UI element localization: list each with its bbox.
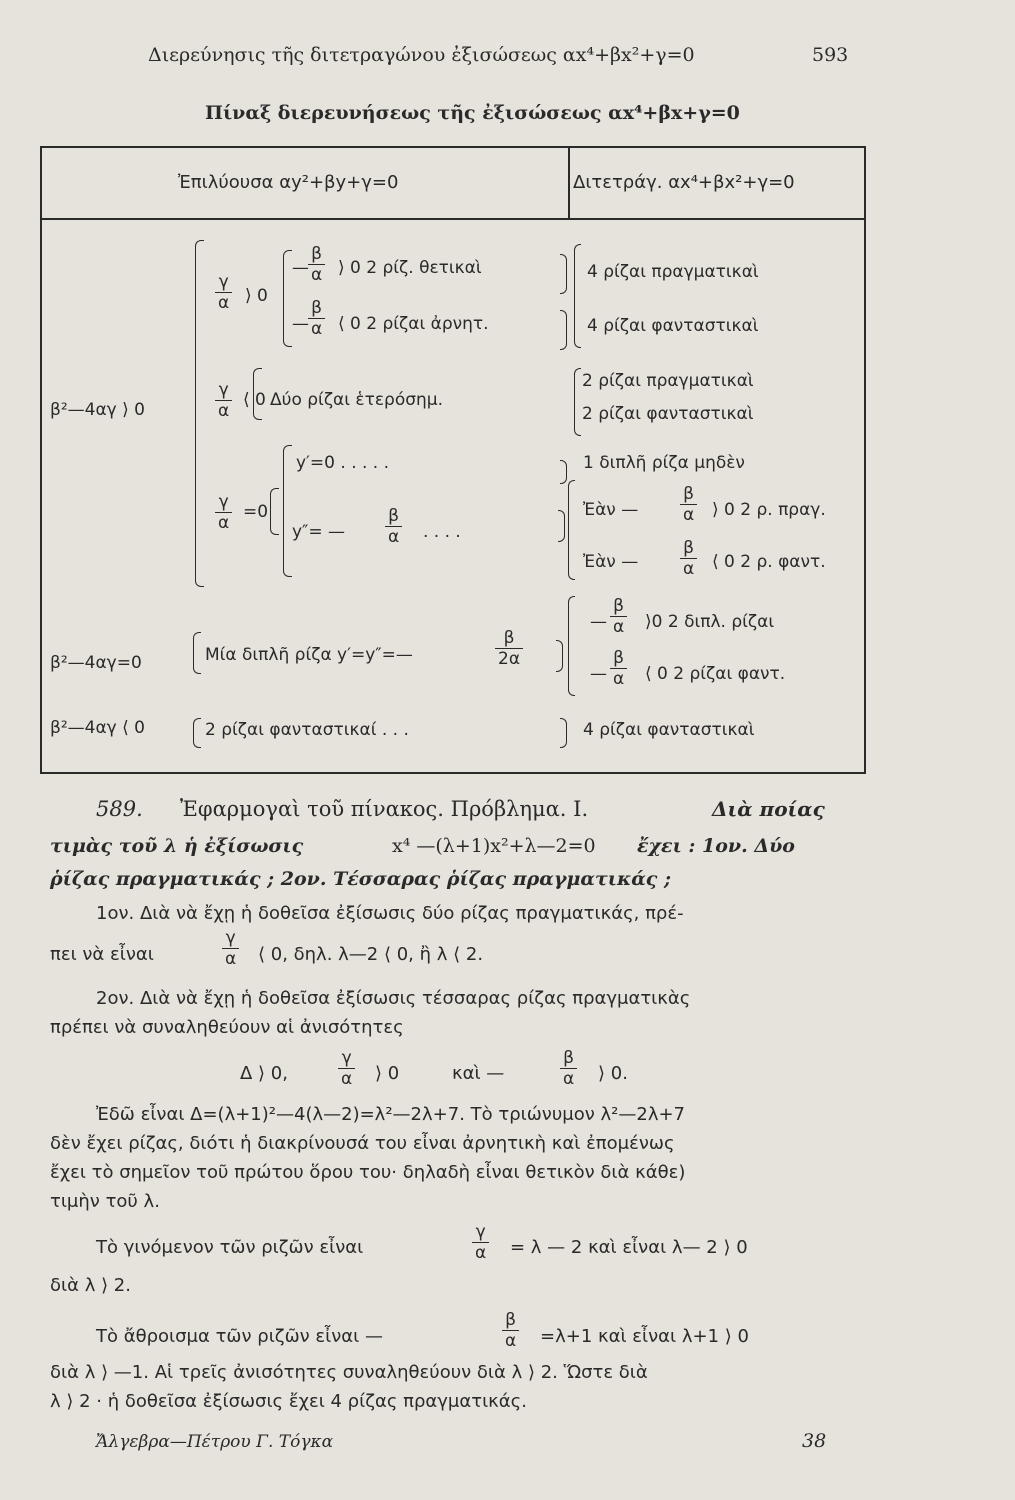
res7-post: ⟩0 2 διπλ. ρίζαι (645, 612, 775, 632)
problem-line3: ῥίζας πραγματικάς ; 2ον. Τέσσαρας ῥίζας πραγματικάς ; (50, 868, 672, 890)
case2-lt0: ⟨ 0 (243, 390, 266, 410)
para-9-pre: Τὸ ἄθροισμα τῶν ριζῶν εἶναι — (96, 1326, 383, 1347)
case3-row2-post: . . . . (423, 522, 461, 542)
neg-disc-text: 2 ρίζαι φανταστικαί . . . (205, 720, 409, 740)
para-9-post: =λ+1 καὶ εἶναι λ+1 ⟩ 0 (540, 1326, 749, 1347)
frac-g-over-a: $\frac{\gamma}{\alpha}$ (215, 492, 232, 533)
disc-positive: β²—4αγ ⟩ 0 (50, 400, 146, 420)
section-title: Ἐφαρμογαὶ τοῦ πίνακος. Πρόβλημα. I. (180, 797, 589, 821)
problem-line2-b: ἔχει : 1ον. Δύο (637, 835, 795, 857)
frac-b-over-a: $\frac{\beta}{\alpha}$ (610, 648, 627, 689)
frac-b-over-a: $\frac{\beta}{\alpha}$ (502, 1310, 519, 1351)
footer-signature: 38 (802, 1430, 827, 1452)
problem-line2-a: τιμὰς τοῦ λ ἡ ἐξίσωσις (50, 835, 304, 857)
problem-equation: x⁴ —(λ+1)x²+λ—2=0 (392, 835, 596, 857)
footer-book: Ἄλγεβρα—Πέτρου Γ. Τόγκα (96, 1432, 334, 1452)
para-7-post: = λ — 2 καὶ εἶναι λ— 2 ⟩ 0 (510, 1237, 748, 1258)
result-4-real: 4 ρίζαι πραγματικαὶ (587, 262, 759, 282)
zero-disc-text: Μία διπλῆ ρίζα y′=y″=— (205, 645, 413, 665)
para-1b-post: ⟨ 0, δηλ. λ—2 ⟨ 0, ἢ λ ⟨ 2. (258, 944, 484, 965)
result-2-real: 2 ρίζαι πραγματικαὶ (582, 371, 754, 391)
para-1: 1ον. Διὰ νὰ ἔχῃ ἡ δοθεῖσα ἐξίσωσις δύο ρίζας πραγματικάς, πρέ- (96, 903, 684, 924)
para-5: ἔχει τὸ σημεῖον τοῦ πρώτου ὅρου του· δηλαδὴ εἶναι θετικὸν διὰ κάθε) (50, 1162, 686, 1183)
case3-row2-pre: y″= — (292, 522, 346, 542)
case1-row2: ⟨ 0 2 ρίζαι ἀρνητ. (338, 314, 489, 334)
col2-header: Διτετράγ. αx⁴+βx²+γ=0 (573, 172, 795, 193)
frac-b-over-2a: $\frac{\beta}{2\alpha}$ (495, 628, 523, 669)
result-4-imag: 4 ρίζαι φανταστικαὶ (587, 316, 759, 336)
para-8: διὰ λ ⟩ 2. (50, 1275, 131, 1296)
case1-row1: ⟩ 0 2 ρίζ. θετικαὶ (338, 258, 482, 278)
disc-negative: β²—4αγ ⟨ 0 (50, 718, 146, 738)
case3-row1: y′=0 . . . . . (296, 453, 390, 473)
res8-post: ⟨ 0 2 ρίζαι φαντ. (645, 664, 786, 684)
res5-post: ⟩ 0 2 ρ. πραγ. (712, 500, 826, 520)
frac-b-over-a: $\frac{\beta}{\alpha}$ (680, 484, 697, 525)
frac-b-over-a: $\frac{\beta}{\alpha}$ (385, 506, 402, 547)
case2-row: Δύο ρίζαι ἑτερόσημ. (270, 390, 443, 410)
ineq-b: ⟩ 0 (375, 1063, 400, 1084)
result-2-imag: 2 ρίζαι φανταστικαὶ (582, 404, 754, 424)
para-2: 2ον. Διὰ νὰ ἔχῃ ἡ δοθεῖσα ἐξίσωσις τέσσαρας ρίζας πραγματικὰς (96, 988, 691, 1009)
para-3: Ἐδῶ εἶναι Δ=(λ+1)²—4(λ—2)=λ²—2λ+7. Τὸ τριώνυμον λ²—2λ+7 (96, 1104, 686, 1125)
case3-eq0: =0 (243, 502, 269, 522)
para-6: τιμὴν τοῦ λ. (50, 1191, 160, 1212)
frac-g-over-a: $\frac{\gamma}{\alpha}$ (215, 272, 232, 313)
frac-b-over-a: $\frac{\beta}{\alpha}$ (560, 1048, 577, 1089)
frac-b-over-a: $\frac{\beta}{\alpha}$ (308, 244, 325, 285)
frac-b-over-a: $\frac{\beta}{\alpha}$ (308, 298, 325, 339)
problem-line1: Διὰ ποίας (712, 797, 825, 821)
para-7-pre: Τὸ γινόμενον τῶν ριζῶν εἶναι (96, 1237, 364, 1258)
frac-g-over-a: $\frac{\gamma}{\alpha}$ (472, 1222, 489, 1263)
res6-post: ⟨ 0 2 ρ. φαντ. (712, 552, 826, 572)
ineq-c: καὶ — (452, 1063, 505, 1084)
para-10: διὰ λ ⟩ —1. Αἱ τρεῖς ἀνισότητες συναληθεύουν διὰ λ ⟩ 2. Ὥστε διὰ (50, 1362, 648, 1383)
case1-gt0: ⟩ 0 (245, 286, 268, 306)
ineq-d: ⟩ 0. (598, 1063, 628, 1084)
col1-header: Ἐπιλύουσα αy²+βy+γ=0 (178, 172, 399, 193)
res6-pre: Ἐὰν — (583, 552, 639, 572)
para-2b: πρέπει νὰ συναληθεύουν αἱ ἀνισότητες (50, 1017, 404, 1038)
page-number: 593 (812, 44, 849, 66)
section-number: 589. (96, 797, 143, 821)
frac-b-over-a: $\frac{\beta}{\alpha}$ (610, 596, 627, 637)
frac-b-over-a: $\frac{\beta}{\alpha}$ (680, 538, 697, 579)
frac-g-over-a: $\frac{\gamma}{\alpha}$ (215, 380, 232, 421)
frac-g-over-a: $\frac{\gamma}{\alpha}$ (338, 1048, 355, 1089)
ineq-a: Δ ⟩ 0, (240, 1063, 288, 1084)
result-double-zero: 1 διπλῆ ρίζα μηδὲν (583, 453, 745, 473)
frac-g-over-a: $\frac{\gamma}{\alpha}$ (222, 928, 239, 969)
result-4-imag-neg: 4 ρίζαι φανταστικαὶ (583, 720, 755, 740)
book-page: Διερεύνησις τῆς διτετραγώνου ἐξισώσεως αx⁴+βx²+γ=0 593 Πίναξ διερευνήσεως τῆς ἐξισώσεως αx⁴+βx+γ=0 Ἐπιλύουσα αy²+βy+γ=0 Διτετράγ. αx⁴+βx²+γ=0 β²—4αγ ⟩ 0 β²—4αγ=0 β²—4αγ ⟨ 0 $\frac{\gamma}{\alpha}$ ⟩ 0 — $\frac{\beta}{\alpha}$ ⟩ 0 2 ρίζ. θετικαὶ — $\frac{\beta}{\alpha}$ ⟨ 0 2 ρίζαι ἀρνητ. 4 ρίζαι πραγματικαὶ 4 ρίζαι φανταστικαὶ $\frac{\gamma}{\alpha}$ ⟨ 0 Δύο ρίζαι ἑτερόσημ. 2 ρίζαι πραγματικαὶ 2 ρίζαι φανταστικαὶ y′=0 . . . . . 1 διπλῆ ρίζα μηδὲν $\frac{\gamma}{\alpha}$ =0 y″= — $\frac{\beta}{\alpha}$ . . . . Ἐὰν — $\frac{\beta}{\alpha}$ ⟩ 0 2 ρ. πραγ. Ἐὰν — $\frac{\beta}{\alpha}$ ⟨ 0 2 ρ. φαντ. Μία διπλῆ ρίζα y′=y″=— $\frac{\beta}{2\alpha}$ — $\frac{\beta}{\alpha}$ ⟩0 2 διπλ. ρίζαι — $\frac{\beta}{\alpha}$ ⟨ 0 2 ρίζαι φαντ. 2 ρίζαι φανταστικαί . . . 4 ρίζαι φανταστικαὶ 589. Ἐφαρμογαὶ τοῦ πίνακος. Πρόβλημα. I. Διὰ ποίας τιμὰς τοῦ λ ἡ ἐξίσωσις x⁴ —(λ+1)x²+λ—2=0 ἔχει : 1ον. Δύο ῥίζας πραγματικάς ; 2ον. Τέσσαρας ῥίζας πραγματικάς ; 1ον. Διὰ νὰ ἔχῃ ἡ δοθεῖσα ἐξίσωσις δύο ρίζας πραγματικάς, πρέ- πει νὰ εἶναι $\frac{\gamma}{\alpha}$ ⟨ 0, δηλ. λ—2 ⟨ 0, ἢ λ ⟨ 2. 2ον. Διὰ νὰ ἔχῃ ἡ δοθεῖσα ἐξίσωσις τέσσαρας ρίζας πραγματικὰς πρέπει νὰ συναληθεύουν αἱ ἀνισότητες Δ ⟩ 0, $\frac{\gamma}{\alpha}$ ⟩ 0 καὶ — $\frac{\beta}{\alpha}$ ⟩ 0. Ἐδῶ εἶναι Δ=(λ+1)²—4(λ—2)=λ²—2λ+7. Τὸ τριώνυμον λ²—2λ+7 δὲν ἔχει ρίζας, διότι ἡ διακρίνουσά του εἶναι ἀρνητικὴ καὶ ἐπομένως ἔχει τὸ σημεῖον τοῦ πρώτου ὅρου του· δηλαδὴ εἶναι θετικὸν διὰ κάθε) τιμὴν τοῦ λ. Τὸ γινόμενον τῶν ριζῶν εἶναι $\frac{\gamma}{\alpha}$ = λ — 2 καὶ εἶναι λ— 2 ⟩ 0 διὰ λ ⟩ 2. Τὸ ἄθροισμα τῶν ριζῶν εἶναι — $\frac{\beta}{\alpha}$ =λ+1 καὶ εἶναι λ+1 ⟩ 0 διὰ λ ⟩ —1. Αἱ τρεῖς ἀνισότητες συναληθεύουν διὰ λ ⟩ 2. Ὥστε διὰ λ ⟩ 2 · ἡ δοθεῖσα ἐξίσωσις ἔχει 4 ρίζας πραγματικάς. Ἄλγεβρα—Πέτρου Γ. Τόγκα 38 (0, 0, 1015, 1500)
para-11: λ ⟩ 2 · ἡ δοθεῖσα ἐξίσωσις ἔχει 4 ρίζας πραγματικάς. (50, 1391, 527, 1412)
disc-zero: β²—4αγ=0 (50, 653, 142, 673)
res5-pre: Ἐὰν — (583, 500, 639, 520)
table-title: Πίναξ διερευνήσεως τῆς ἐξισώσεως αx⁴+βx+γ=0 (205, 102, 740, 124)
running-header-title: Διερεύνησις τῆς διτετραγώνου ἐξισώσεως αx⁴+βx²+γ=0 (148, 44, 695, 66)
para-4: δὲν ἔχει ρίζας, διότι ἡ διακρίνουσά του εἶναι ἀρνητικὴ καὶ ἐπομένως (50, 1133, 675, 1154)
para-1b-pre: πει νὰ εἶναι (50, 944, 154, 965)
